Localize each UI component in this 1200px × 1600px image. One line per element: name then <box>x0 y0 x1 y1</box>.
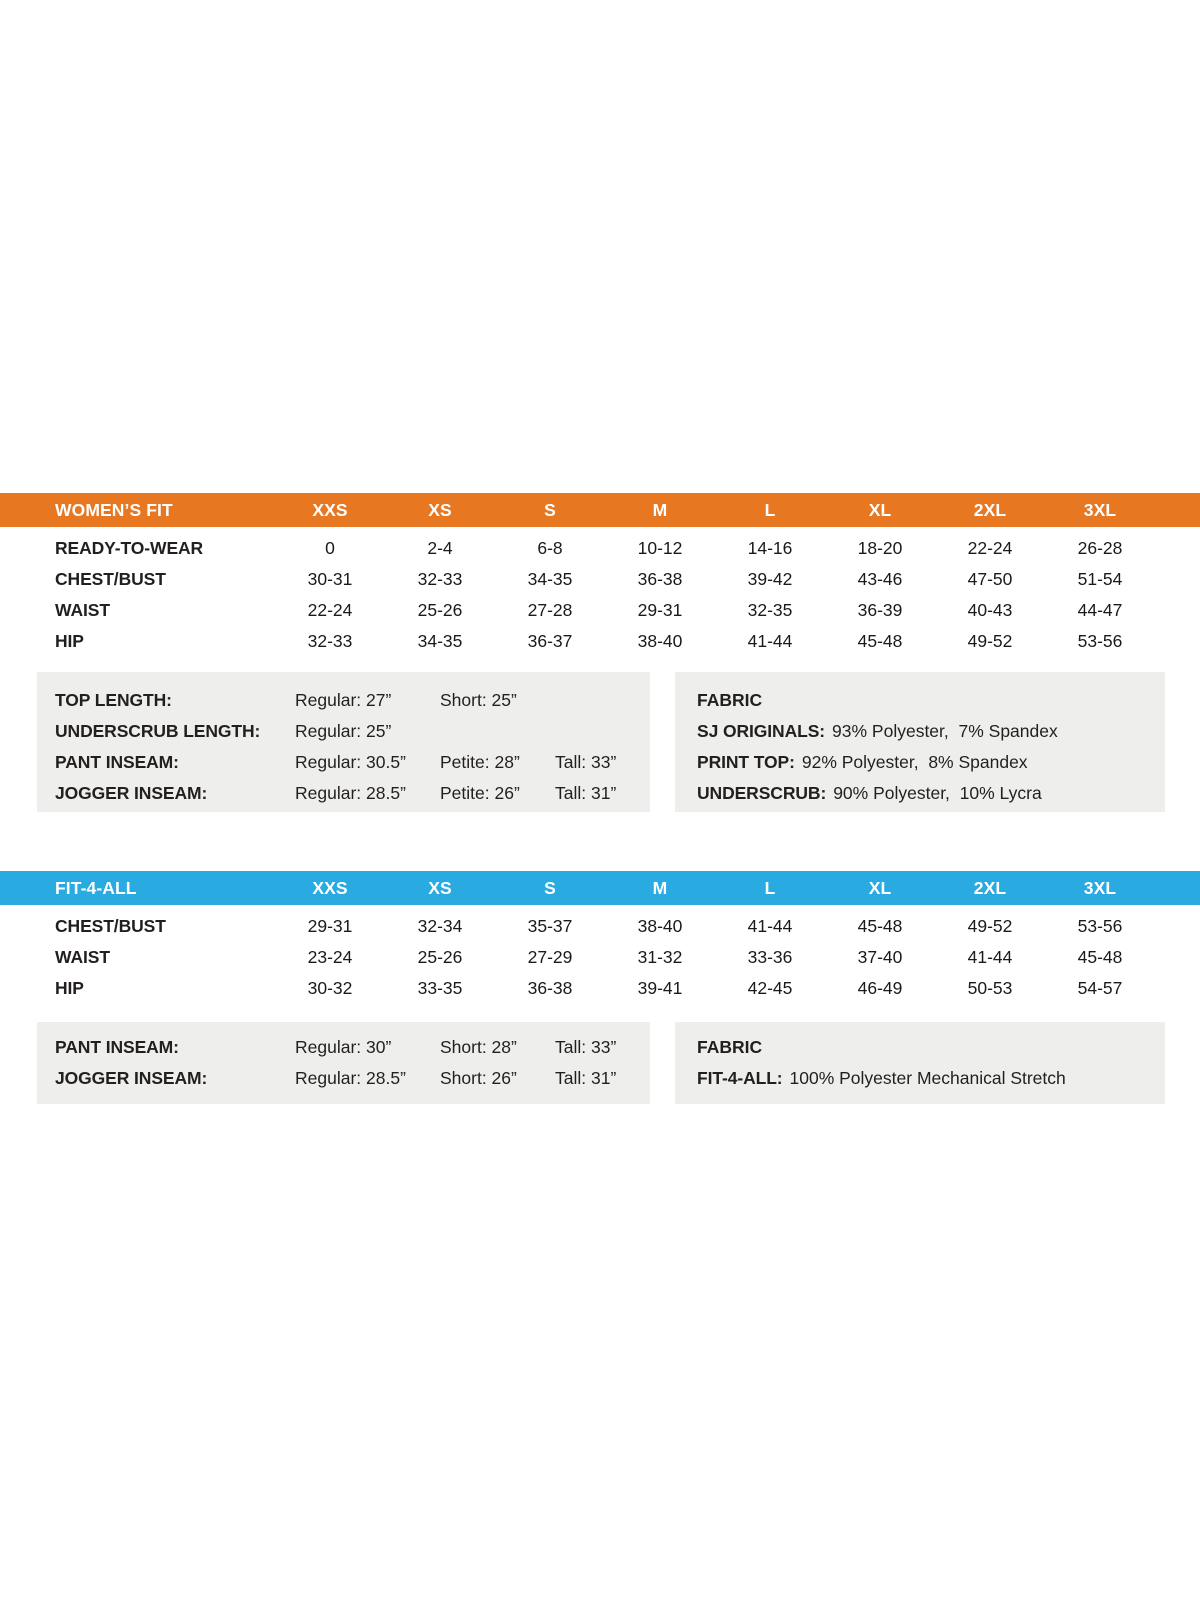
size-value: 30-32 <box>307 978 353 998</box>
size-value: 36-38 <box>527 978 573 998</box>
size-value: 41-44 <box>747 916 793 936</box>
measurement-line <box>55 716 650 747</box>
measurement-label: PANT INSEAM: <box>55 1037 179 1057</box>
size-value: 49-52 <box>967 631 1013 651</box>
measurement-row-label: WAIST <box>55 947 110 967</box>
size-value: 47-50 <box>967 569 1013 589</box>
size-value: 45-48 <box>857 916 903 936</box>
measurement-label: JOGGER INSEAM: <box>55 783 208 803</box>
fit-4-all-inseams-box <box>37 1022 650 1104</box>
size-value: 45-48 <box>857 631 903 651</box>
womens-fit-section <box>0 493 1200 812</box>
fabric-line <box>697 778 1165 809</box>
fit-4-all-title: FIT-4-ALL <box>55 877 137 898</box>
size-value: 41-44 <box>967 947 1013 967</box>
measurement-value: Tall: 31” <box>555 1068 617 1088</box>
size-value: 25-26 <box>417 600 463 620</box>
measurement-row-label: CHEST/BUST <box>55 569 166 589</box>
measurement-value: Regular: 28.5” <box>295 1068 406 1088</box>
fabric-label: PRINT TOP: <box>697 752 795 772</box>
measurement-row-label: CHEST/BUST <box>55 916 166 936</box>
size-value: 32-33 <box>417 569 463 589</box>
size-value: 35-37 <box>527 916 573 936</box>
size-column-header: S <box>544 878 556 898</box>
size-column-header: S <box>544 500 556 520</box>
size-value: 45-48 <box>1077 947 1123 967</box>
fabric-title: FABRIC <box>697 690 763 710</box>
size-value: 14-16 <box>747 538 793 558</box>
measurement-value: Petite: 26” <box>440 783 520 803</box>
fabric-line <box>697 716 1165 747</box>
measurement-value: Regular: 25” <box>295 721 392 741</box>
womens-fit-info-row <box>37 672 1200 812</box>
size-value: 2-4 <box>427 538 453 558</box>
measurement-value: Regular: 27” <box>295 690 392 710</box>
womens-fit-header-band <box>0 493 1200 527</box>
size-value: 26-28 <box>1077 538 1123 558</box>
fit-4-all-fabric-box <box>675 1022 1165 1104</box>
measurement-value: Tall: 33” <box>555 752 617 772</box>
size-value: 23-24 <box>307 947 353 967</box>
size-value: 53-56 <box>1077 916 1123 936</box>
size-column-header: 2XL <box>973 878 1007 898</box>
measurement-value: Short: 28” <box>440 1037 517 1057</box>
fabric-value: 90% Polyester, 10% Lycra <box>833 783 1042 803</box>
womens-fit-fabric-box <box>675 672 1165 812</box>
size-value: 43-46 <box>857 569 903 589</box>
size-value: 32-35 <box>747 600 793 620</box>
size-value: 50-53 <box>967 978 1013 998</box>
measurement-value: Regular: 30.5” <box>295 752 406 772</box>
measurement-value: Tall: 33” <box>555 1037 617 1057</box>
size-value: 29-31 <box>307 916 353 936</box>
size-value: 36-39 <box>857 600 903 620</box>
measurement-value: Regular: 28.5” <box>295 783 406 803</box>
size-value: 51-54 <box>1077 569 1123 589</box>
size-value: 36-37 <box>527 631 573 651</box>
size-value: 0 <box>325 538 335 558</box>
size-value: 34-35 <box>527 569 573 589</box>
size-value: 36-38 <box>637 569 683 589</box>
fabric-value: 100% Polyester Mechanical Stretch <box>789 1068 1066 1088</box>
measurement-label: TOP LENGTH: <box>55 690 172 710</box>
size-value: 44-47 <box>1077 600 1123 620</box>
size-value: 32-33 <box>307 631 353 651</box>
size-value: 39-42 <box>747 569 793 589</box>
size-column-header: 3XL <box>1083 500 1117 520</box>
fabric-line <box>697 1063 1165 1094</box>
size-value: 46-49 <box>857 978 903 998</box>
size-column-header: M <box>652 500 668 520</box>
measurement-value: Short: 25” <box>440 690 517 710</box>
size-column-header: 3XL <box>1083 878 1117 898</box>
fabric-label: FIT-4-ALL: <box>697 1068 783 1088</box>
womens-fit-title: WOMEN’S FIT <box>55 499 173 520</box>
size-column-header: XS <box>428 500 452 520</box>
size-column-header: XXS <box>312 878 348 898</box>
measurement-label: UNDERSCRUB LENGTH: <box>55 721 261 741</box>
size-value: 29-31 <box>637 600 683 620</box>
size-value: 22-24 <box>967 538 1013 558</box>
fit-4-all-header-band <box>0 871 1200 905</box>
size-value: 25-26 <box>417 947 463 967</box>
measurement-value: Regular: 30” <box>295 1037 392 1057</box>
section-gap <box>0 812 1200 871</box>
fabric-value: 92% Polyester, 8% Spandex <box>801 752 1028 772</box>
size-value: 37-40 <box>857 947 903 967</box>
size-value: 40-43 <box>967 600 1013 620</box>
measurement-row-label: HIP <box>55 978 84 998</box>
measurement-line <box>55 778 650 809</box>
size-column-header: L <box>764 878 776 898</box>
measurement-line <box>55 685 650 716</box>
measurement-label: PANT INSEAM: <box>55 752 179 772</box>
size-value: 6-8 <box>537 538 563 558</box>
fit-4-all-info-row <box>37 1022 1200 1104</box>
size-column-header: XS <box>428 878 452 898</box>
measurement-line <box>55 747 650 778</box>
womens-fit-size-table <box>0 527 1155 657</box>
size-value: 27-29 <box>527 947 573 967</box>
size-value: 38-40 <box>637 916 683 936</box>
measurement-row-label: WAIST <box>55 600 110 620</box>
fit-4-all-section <box>0 871 1200 1104</box>
fabric-value: 93% Polyester, 7% Spandex <box>832 721 1058 741</box>
fabric-line <box>697 747 1165 778</box>
fabric-label: UNDERSCRUB: <box>697 783 827 803</box>
size-value: 22-24 <box>307 600 353 620</box>
size-value: 38-40 <box>637 631 683 651</box>
measurement-line <box>55 1032 650 1063</box>
size-value: 32-34 <box>417 916 463 936</box>
size-column-header: XXS <box>312 500 348 520</box>
measurement-value: Petite: 28” <box>440 752 520 772</box>
size-column-header: XL <box>868 500 892 520</box>
fabric-title: FABRIC <box>697 1037 763 1057</box>
size-value: 31-32 <box>637 947 683 967</box>
size-value: 41-44 <box>747 631 793 651</box>
size-value: 53-56 <box>1077 631 1123 651</box>
size-value: 39-41 <box>637 978 683 998</box>
size-value: 54-57 <box>1077 978 1123 998</box>
size-column-header: L <box>764 500 776 520</box>
size-value: 42-45 <box>747 978 793 998</box>
fabric-label: SJ ORIGINALS: <box>697 721 826 741</box>
size-column-header: 2XL <box>973 500 1007 520</box>
size-value: 34-35 <box>417 631 463 651</box>
size-column-header: M <box>652 878 668 898</box>
size-value: 33-36 <box>747 947 793 967</box>
top-whitespace <box>0 0 1200 493</box>
size-value: 27-28 <box>527 600 573 620</box>
measurement-line <box>55 1063 650 1094</box>
size-column-header: XL <box>868 878 892 898</box>
measurement-row-label: HIP <box>55 631 84 651</box>
measurement-value: Short: 26” <box>440 1068 517 1088</box>
fit-4-all-size-table <box>0 905 1155 1004</box>
womens-fit-lengths-box <box>37 672 650 812</box>
measurement-value: Tall: 31” <box>555 783 617 803</box>
size-value: 49-52 <box>967 916 1013 936</box>
measurement-row-label: READY-TO-WEAR <box>55 538 204 558</box>
size-value: 30-31 <box>307 569 353 589</box>
size-value: 18-20 <box>857 538 903 558</box>
size-value: 33-35 <box>417 978 463 998</box>
size-value: 10-12 <box>637 538 683 558</box>
measurement-label: JOGGER INSEAM: <box>55 1068 208 1088</box>
